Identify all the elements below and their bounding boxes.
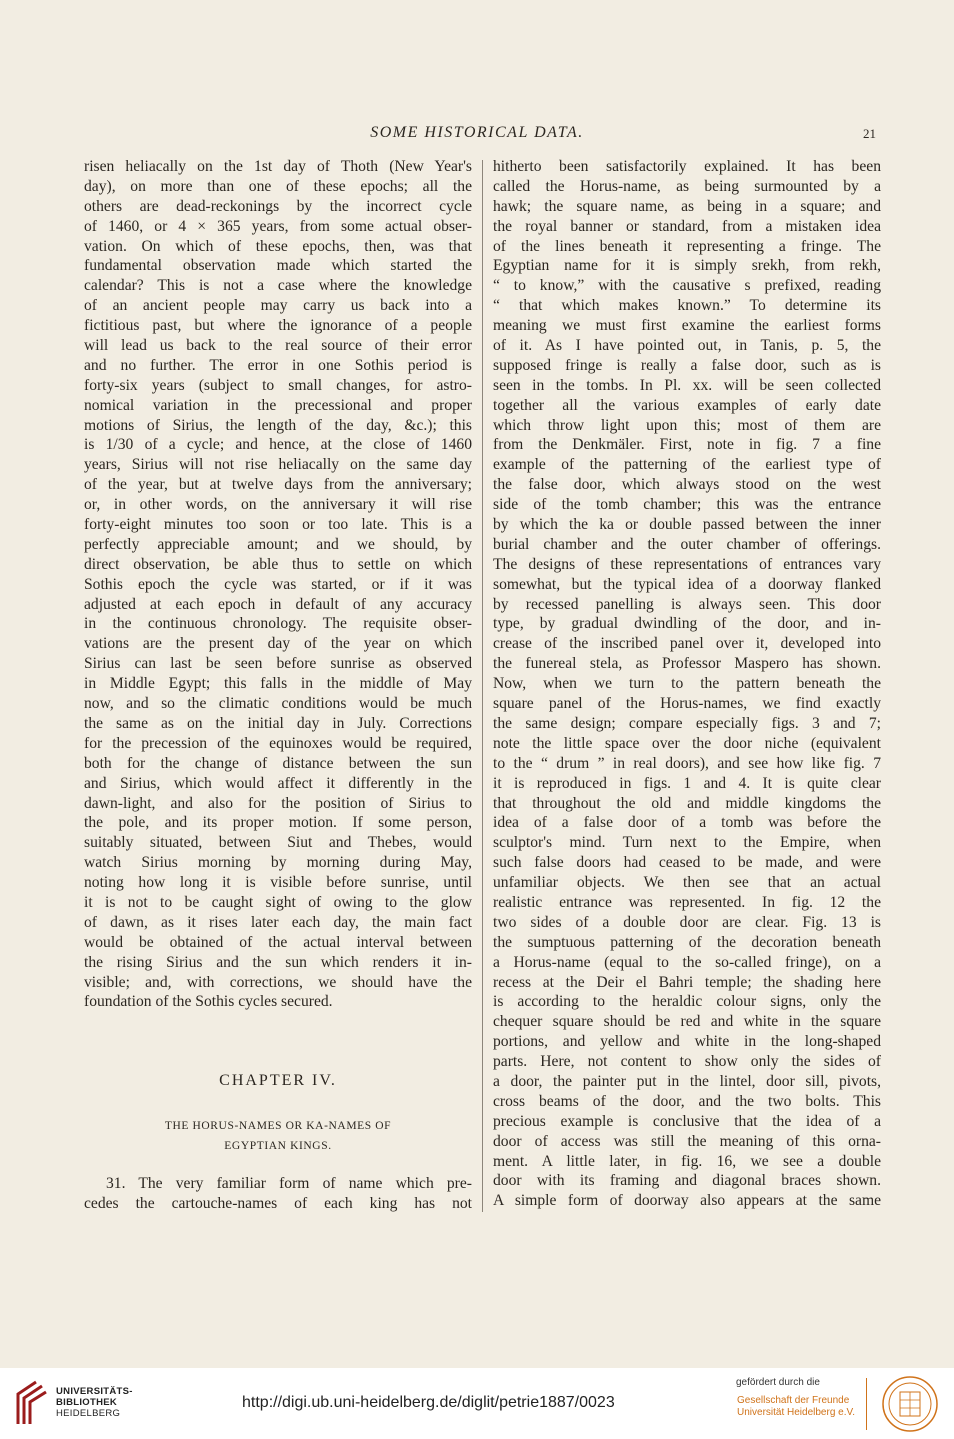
text-line: burial chamber and the outer chamber of offerings. [493, 535, 881, 553]
text-line: is according to the heraldic colour signs, only the [493, 993, 881, 1011]
text-line: motions of Sirius, the length of the day, &c.); this [84, 416, 472, 434]
text-line: that throughout the old and middle kingdoms the [493, 794, 881, 812]
page-number: 21 [863, 126, 876, 141]
permalink-url[interactable]: http://digi.ub.uni-heidelberg.de/diglit/petrie1887/0023 [242, 1394, 615, 1411]
text-line: called the Horus-name, as being surmounted by a [493, 177, 881, 195]
text-line: day), on more than one of these epochs; all the [84, 177, 472, 195]
text-line: of the year, but at twelve days from the anniversary; [84, 476, 472, 494]
library-name-line: BIBLIOTHEK [56, 1397, 118, 1408]
text-line: watch Sirius morning by morning during May, [84, 854, 472, 872]
column-divider [482, 160, 483, 1212]
text-line: and no further. The error in one Sothis period is [84, 356, 472, 374]
text-line: unfamiliar objects. We then see that an actual [493, 874, 881, 892]
text-line: years, Sirius will not rise heliacally on the same day [84, 456, 472, 474]
right-column [493, 157, 881, 1211]
chapter-subtitle-line: THE HORUS-NAMES OR KA-NAMES OF [164, 1120, 392, 1132]
text-line: type, by gradual dwindling of the door, and in- [493, 615, 881, 633]
text-line: by recessed panelling is always seen. This door [493, 595, 881, 613]
text-line: crease of the inscribed panel over it, developed into [493, 635, 881, 653]
text-line: dawn-light, and also for the position of Sirius to [84, 794, 472, 812]
text-line: for the precession of the equinoxes would be required, [84, 734, 472, 752]
text-line: of the lines beneath it representing a fringe. The [493, 237, 881, 255]
text-line: ment. A little later, in fig. 16, we see a double [493, 1152, 881, 1170]
society-name-line: Universität Heidelberg e.V. [737, 1407, 856, 1418]
text-line: a Horus-name (equal to the so-called fringe), on a [493, 953, 881, 971]
text-line: the rising Sirius and the sun which renders it in- [84, 953, 472, 971]
text-line: now, and so the climatic conditions would be much [84, 695, 472, 713]
text-line: side of the tomb chamber; this was the entrance [493, 496, 881, 514]
text-line: visible; and, with corrections, we should have the [84, 973, 472, 991]
text-line: to the “ drum ” in real doors), and see how like fig. 7 [493, 754, 881, 772]
text-line: together all the various examples of early date [493, 396, 881, 414]
text-line: square panel of the Horus-names, we find exactly [493, 695, 881, 713]
text-line: the same design; compare especially figs. 3 and 7; [493, 714, 881, 732]
text-line: cross beams of the door, and the two bolts. This [493, 1092, 881, 1110]
text-line: by which the ka or double passed between the inner [493, 516, 881, 534]
text-line: in the continuous chronology. The requisite obser- [84, 615, 472, 633]
text-line: others are dead-reckonings by the incorrect cycle [84, 197, 472, 215]
footer-separator [866, 1378, 867, 1430]
text-line: which throw light upon this; most of them are [493, 416, 881, 434]
text-line: door with its framing and diagonal braces shown. [493, 1172, 881, 1190]
text-line: will lead us back to the real source of their error [84, 337, 472, 355]
text-line: of it. As I have pointed out, in Tanis, p. 5, the [493, 337, 881, 355]
text-line: noting how long it is visible before sunrise, until [84, 874, 472, 892]
text-line: “ to know,” with the causative s prefixed, reading [493, 277, 881, 295]
text-line: adjusted at each epoch in default of any accuracy [84, 595, 472, 613]
text-line: hitherto been satisfactorily explained. It has been [493, 158, 881, 175]
text-line: such false doors had ceased to be made, and were [493, 854, 881, 872]
text-line: of an ancient people may carry us back into a [84, 297, 472, 315]
text-line: the royal banner or standard, from a mistaken idea [493, 217, 881, 235]
text-line: recess at the Deir el Bahri temple; the shading here [493, 973, 881, 991]
text-line: from the Denkmäler. First, note in fig. 7 a fine [493, 436, 881, 454]
text-line: idea of a false door of a tomb was before the [493, 814, 881, 832]
text-line: supposed fringe is really a false door, such as is [493, 356, 881, 374]
library-name-line: UNIVERSITÄTS- [56, 1386, 133, 1397]
text-line: nomical variation in the precessional and proper [84, 396, 472, 414]
text-line: Sirius can last be seen before sunrise as observed [84, 655, 472, 673]
university-seal-icon [880, 1374, 940, 1434]
text-line: vations are the present day of the year on which [84, 635, 472, 653]
text-line: note the little space over the door niche (equivalent [493, 734, 881, 752]
text-line: it is not to be caught sight of owing to the glow [84, 893, 472, 911]
text-line: the same as on the initial day in July. Corrections [84, 714, 472, 732]
chapter-body [84, 1174, 472, 1214]
text-line: the pole, and its proper motion. If some person, [84, 814, 472, 832]
text-line: portions, and yellow and white in the long-shaped [493, 1033, 881, 1051]
text-line: the sumptuous patterning of the decoration beneath [493, 933, 881, 951]
text-line: forty-eight minutes too soon or too late. This is a [84, 516, 472, 534]
text-line: of 1460, or 4 × 365 years, from some actual obser- [84, 217, 472, 235]
text-line: two sides of a double door are clear. Fig. 13 is [493, 913, 881, 931]
library-logo-icon [10, 1378, 50, 1428]
text-line: calendar? This is not a case where the knowledge [84, 277, 472, 295]
chapter-subtitle [84, 1116, 472, 1156]
text-line: risen heliacally on the 1st day of Thoth (New Year's [84, 158, 472, 175]
text-line: would be obtained of the actual interval between [84, 933, 472, 951]
left-column [84, 157, 472, 1012]
text-line: both for the change of distance between the sun [84, 754, 472, 772]
text-line: The designs of these representations of entrances vary [493, 555, 881, 573]
text-line: cedes the cartouche-names of each king has not [84, 1194, 472, 1212]
text-line: a door, the painter put in the lintel, door sill, pivots, [493, 1072, 881, 1090]
text-line: parts. Here, not content to show only the sides of [493, 1053, 881, 1071]
text-line: foundation of the Sothis cycles secured. [84, 993, 333, 1011]
text-line: fictitious past, but where the ignorance of a people [84, 317, 472, 335]
society-name [737, 1395, 855, 1419]
running-head [0, 124, 954, 148]
chapter-subtitle-line: EGYPTIAN KINGS. [224, 1140, 332, 1152]
running-title: SOME HISTORICAL DATA. [370, 124, 584, 141]
text-line: and Sirius, which would affect it differently in the [84, 774, 472, 792]
text-line: or, in other words, on the anniversary it will rise [84, 496, 472, 514]
text-line: direct observation, be able thus to settle on which [84, 555, 472, 573]
text-line: Sothis epoch the cycle was started, or if it was [84, 575, 472, 593]
text-line: Now, when we turn to the pattern beneath the [493, 675, 881, 693]
text-line: Egyptian name for it is simply srekh, from rekh, [493, 257, 881, 275]
text-line: door of access was still the meaning of this orna- [493, 1132, 881, 1150]
text-line: the funereal stela, as Professor Maspero has shown. [493, 655, 881, 673]
text-line: seen in the tombs. In Pl. xx. will be seen collected [493, 376, 881, 394]
text-line: somewhat, but the typical idea of a doorway flanked [493, 575, 881, 593]
society-name-line: Gesellschaft der Freunde [737, 1395, 850, 1406]
text-line: fundamental observation made which started the [84, 257, 472, 275]
text-line: is 1/30 of a cycle; and hence, at the close of 1460 [84, 436, 472, 454]
chapter-heading: CHAPTER IV. [219, 1072, 337, 1089]
text-line: 31. The very familiar form of name which pre- [106, 1175, 472, 1192]
text-line: forty-six years (subject to small changes, for astro- [84, 376, 472, 394]
funded-by-label: gefördert durch die [736, 1377, 820, 1388]
text-line: A simple form of doorway also appears at the same [493, 1192, 881, 1210]
text-line: sculptor's mind. Turn next to the Empire, when [493, 834, 881, 852]
text-line: realistic entrance was represented. In fig. 12 the [493, 893, 881, 911]
text-line: perfectly appreciable amount; and we should, by [84, 535, 472, 553]
digitization-footer [0, 1368, 954, 1439]
text-line: hawk; the square name, as being in a square; and [493, 197, 881, 215]
text-line: precious example is conclusive that the idea of a [493, 1112, 881, 1130]
text-line: chequer square should be red and white in the square [493, 1013, 881, 1031]
library-name [56, 1386, 133, 1419]
text-line: example of the patterning of the earliest type of [493, 456, 881, 474]
text-line: “ that which makes known.” To determine its [493, 297, 881, 315]
text-line: vation. On which of these epochs, then, was that [84, 237, 472, 255]
text-line: of dawn, as it rises later each day, the main fact [84, 913, 472, 931]
text-line: the false door, which always stood on the west [493, 476, 881, 494]
library-name-line: HEIDELBERG [56, 1408, 121, 1419]
text-line: suitably situated, between Siut and Thebes, would [84, 834, 472, 852]
text-line: in Middle Egypt; this falls in the middle of May [84, 675, 472, 693]
text-line: meaning we must first examine the earliest forms [493, 317, 881, 335]
text-line: it is reproduced in figs. 1 and 4. It is quite clear [493, 774, 881, 792]
